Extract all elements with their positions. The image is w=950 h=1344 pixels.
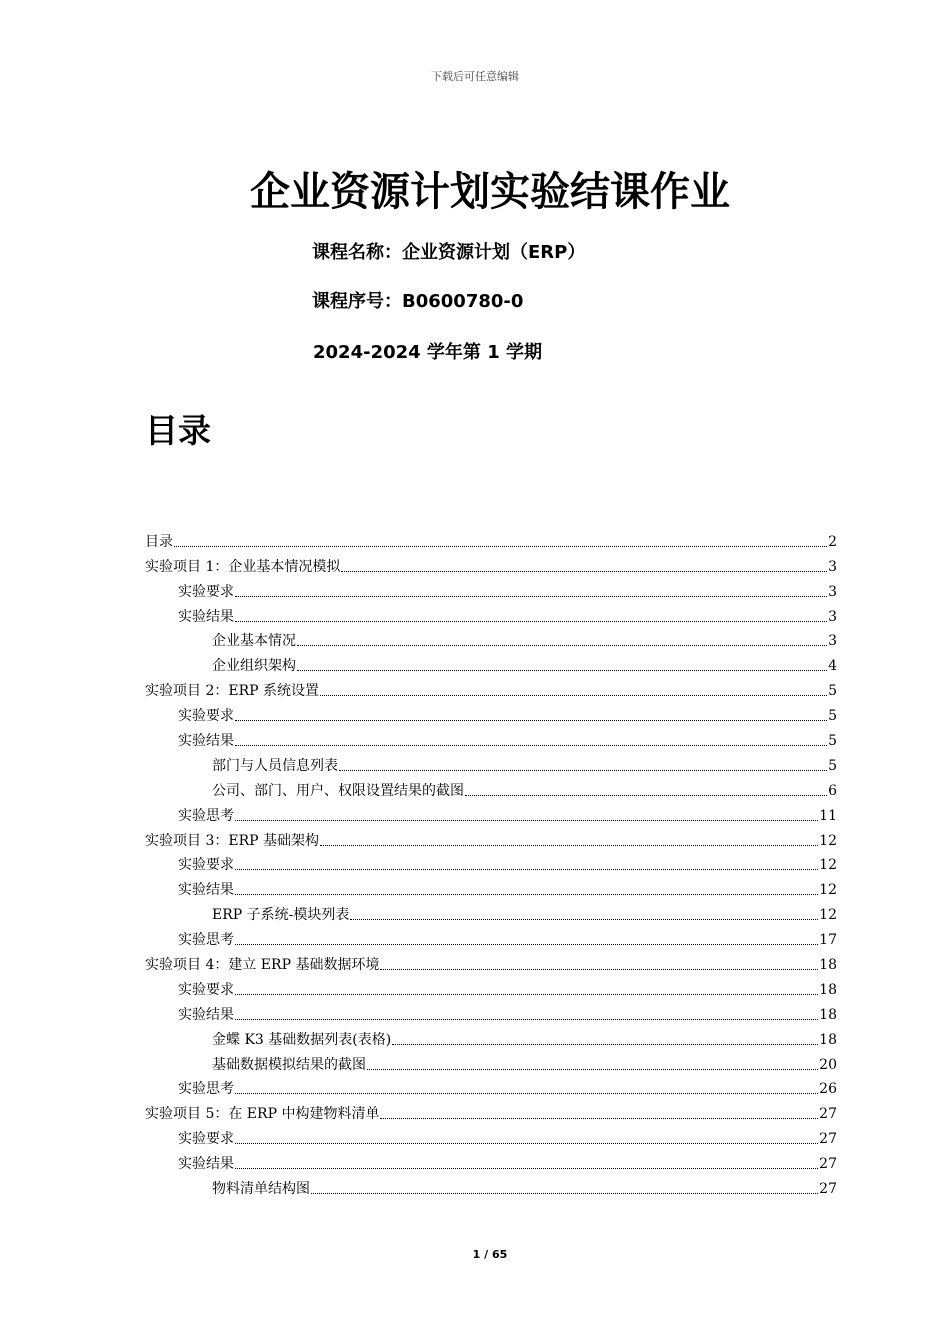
toc-entry-label: 金蝶 K3 基础数据列表(表格) (212, 1031, 392, 1048)
toc-entry-page: 5 (828, 683, 837, 700)
toc-leader-dots (235, 719, 827, 721)
toc-entry[interactable] (145, 874, 837, 899)
toc-entry-label: ERP 子系统-模块列表 (212, 907, 350, 924)
toc-entry-label: 基础数据模拟结果的截图 (212, 1056, 366, 1073)
toc-entry[interactable] (145, 974, 837, 999)
toc-entry[interactable] (145, 800, 837, 825)
toc-entry-label: 实验结果 (178, 1156, 234, 1173)
toc-entry-label: 实验要求 (178, 583, 234, 600)
toc-entry-page: 4 (828, 658, 837, 675)
toc-entry[interactable] (145, 650, 837, 675)
toc-entry[interactable] (145, 601, 837, 626)
toc-entry[interactable] (145, 551, 837, 576)
toc-entry-page: 12 (819, 882, 837, 899)
course-name: 课程名称：企业资源计划（ERP） (312, 242, 586, 263)
toc-entry-label: 实验项目 4：建立 ERP 基础数据环境 (145, 957, 380, 974)
academic-term: 2024-2024 学年第 1 学期 (313, 342, 542, 363)
table-of-contents (145, 526, 837, 1198)
toc-leader-dots (392, 1043, 818, 1045)
toc-leader-dots (380, 968, 818, 970)
toc-entry-page: 3 (828, 633, 837, 650)
toc-entry-label: 实验要求 (178, 1131, 234, 1148)
toc-entry-page: 11 (819, 807, 837, 824)
toc-entry-page: 17 (819, 932, 837, 949)
toc-leader-dots (465, 794, 827, 796)
toc-leader-dots (235, 1018, 818, 1020)
toc-leader-dots (235, 620, 827, 622)
toc-entry-page: 27 (819, 1131, 837, 1148)
toc-entry[interactable] (145, 1148, 837, 1173)
toc-entry-label: 实验思考 (178, 932, 234, 949)
toc-entry-page: 5 (828, 733, 837, 750)
toc-entry-label: 实验要求 (178, 708, 234, 725)
toc-leader-dots (174, 545, 827, 547)
toc-leader-dots (235, 893, 818, 895)
toc-entry[interactable] (145, 725, 837, 750)
toc-entry-page: 20 (819, 1056, 837, 1073)
toc-entry[interactable] (145, 999, 837, 1024)
toc-entry-page: 27 (819, 1156, 837, 1173)
toc-entry-label: 公司、部门、用户、权限设置结果的截图 (212, 782, 464, 799)
toc-leader-dots (339, 769, 827, 771)
toc-entry-label: 实验结果 (178, 882, 234, 899)
toc-entry-label: 目录 (145, 533, 173, 550)
document-title: 企业资源计划实验结课作业 (250, 169, 730, 215)
toc-entry-label: 部门与人员信息列表 (212, 757, 338, 774)
page-number: 1 / 65 (472, 1248, 508, 1261)
toc-entry-page: 6 (828, 782, 837, 799)
toc-entry-page: 26 (819, 1081, 837, 1098)
toc-leader-dots (380, 1117, 818, 1119)
toc-leader-dots (235, 819, 818, 821)
toc-entry-page: 5 (828, 757, 837, 774)
toc-leader-dots (320, 844, 818, 846)
toc-entry-page: 2 (828, 533, 837, 550)
toc-entry[interactable] (145, 949, 837, 974)
toc-leader-dots (235, 868, 818, 870)
toc-entry-label: 企业组织架构 (212, 658, 296, 675)
toc-entry-label: 实验要求 (178, 981, 234, 998)
toc-entry-label: 实验结果 (178, 1006, 234, 1023)
toc-entry-label: 实验要求 (178, 857, 234, 874)
toc-entry-label: 实验思考 (178, 1081, 234, 1098)
toc-entry[interactable] (145, 775, 837, 800)
toc-leader-dots (297, 669, 827, 671)
toc-leader-dots (235, 943, 818, 945)
toc-entry-page: 12 (819, 832, 837, 849)
toc-entry[interactable] (145, 675, 837, 700)
toc-leader-dots (235, 1092, 818, 1094)
toc-entry[interactable] (145, 1024, 837, 1049)
toc-entry-label: 实验项目 3：ERP 基础架构 (145, 832, 319, 849)
toc-leader-dots (320, 694, 827, 696)
toc-entry[interactable] (145, 1049, 837, 1074)
toc-entry-label: 物料清单结构图 (212, 1181, 310, 1198)
toc-leader-dots (297, 644, 827, 646)
header-note: 下载后可任意编辑 (431, 70, 519, 83)
toc-entry-label: 实验结果 (178, 608, 234, 625)
toc-entry-page: 3 (828, 608, 837, 625)
toc-entry-page: 27 (819, 1181, 837, 1198)
toc-entry-page: 3 (828, 583, 837, 600)
toc-entry-label: 实验结果 (178, 733, 234, 750)
toc-entry[interactable] (145, 850, 837, 875)
toc-entry[interactable] (145, 899, 837, 924)
toc-leader-dots (235, 1167, 818, 1169)
toc-entry[interactable] (145, 1074, 837, 1099)
toc-entry-label: 实验项目 5：在 ERP 中构建物料清单 (145, 1106, 380, 1123)
toc-entry[interactable] (145, 1123, 837, 1148)
toc-entry-label: 实验项目 2：ERP 系统设置 (145, 683, 319, 700)
toc-entry-page: 5 (828, 708, 837, 725)
toc-entry-page: 3 (828, 558, 837, 575)
toc-leader-dots (350, 918, 818, 920)
toc-entry-page: 18 (819, 1031, 837, 1048)
toc-heading: 目录 (145, 411, 211, 450)
toc-entry[interactable] (145, 526, 837, 551)
toc-entry[interactable] (145, 700, 837, 725)
toc-leader-dots (235, 595, 827, 597)
toc-entry-page: 18 (819, 981, 837, 998)
toc-entry-label: 实验项目 1：企业基本情况模拟 (145, 558, 341, 575)
toc-leader-dots (235, 993, 818, 995)
toc-leader-dots (341, 570, 827, 572)
course-code: 课程序号：B0600780-0 (312, 291, 524, 312)
toc-leader-dots (367, 1068, 818, 1070)
toc-entry-page: 27 (819, 1106, 837, 1123)
toc-entry-page: 12 (819, 857, 837, 874)
toc-entry-page: 18 (819, 957, 837, 974)
toc-leader-dots (311, 1192, 818, 1194)
toc-entry[interactable] (145, 1098, 837, 1123)
toc-entry[interactable] (145, 924, 837, 949)
toc-entry[interactable] (145, 825, 837, 850)
toc-entry[interactable] (145, 576, 837, 601)
toc-entry-page: 18 (819, 1006, 837, 1023)
toc-leader-dots (235, 1142, 818, 1144)
toc-entry[interactable] (145, 750, 837, 775)
toc-entry[interactable] (145, 626, 837, 651)
toc-leader-dots (235, 744, 827, 746)
toc-entry-label: 企业基本情况 (212, 633, 296, 650)
toc-entry-label: 实验思考 (178, 807, 234, 824)
toc-entry[interactable] (145, 1173, 837, 1198)
toc-entry-page: 12 (819, 907, 837, 924)
